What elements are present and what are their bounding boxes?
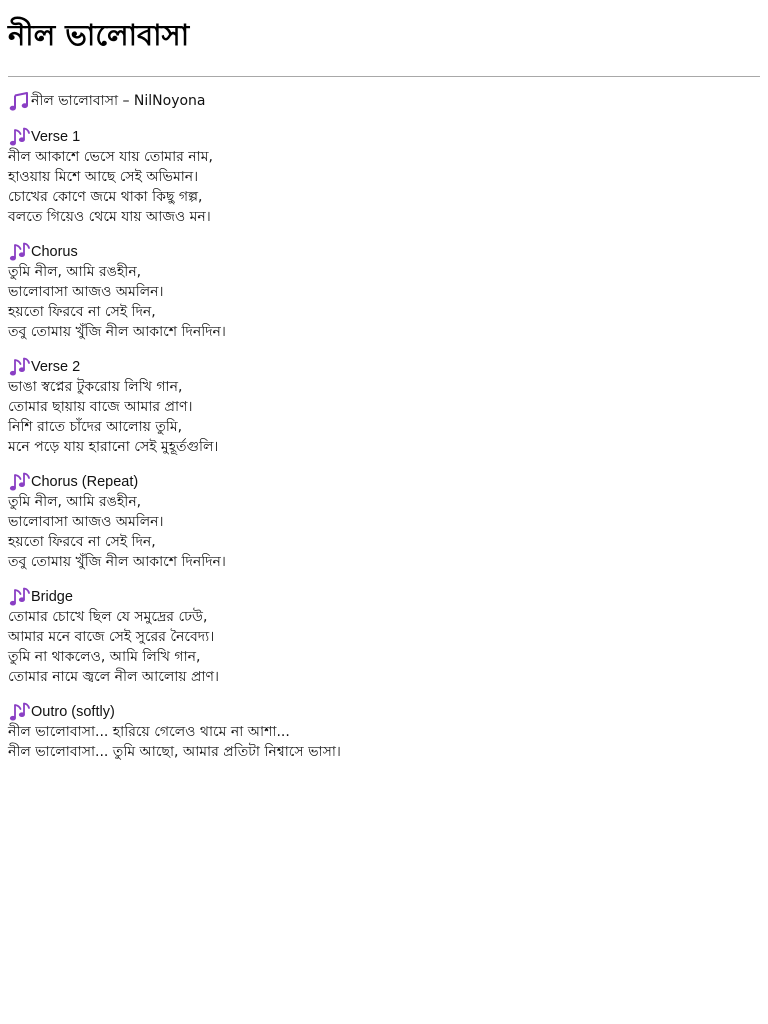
page-title: নীল ভালোবাসা: [8, 18, 190, 52]
lyrics-section-1: [8, 127, 760, 227]
lyric-line: তুমি না থাকলেও, আমি লিখি গান,: [8, 649, 201, 665]
title-divider: [8, 76, 760, 77]
lyrics-section-3: [8, 357, 760, 457]
lyric-lines: [8, 377, 760, 457]
music-notes-icon: [8, 586, 30, 608]
lyric-line: চোখের কোণে জমে থাকা কিছু গল্প,: [8, 189, 203, 205]
music-notes-icon: [8, 701, 30, 723]
lyrics-section-4: [8, 472, 760, 572]
lyric-line: হাওয়ায় মিশে আছে সেই অভিমান।: [8, 169, 199, 185]
music-notes-icon: [8, 126, 30, 148]
section-label: Chorus (Repeat): [31, 474, 139, 490]
section-label: Chorus: [31, 244, 78, 260]
lyric-line: বলতে গিয়েও থেমে যায় আজও মন।: [8, 209, 211, 225]
music-notes-icon: [8, 356, 30, 378]
lyrics-section-2: [8, 242, 760, 342]
song-subtitle: [8, 90, 760, 112]
section-label: Outro (softly): [31, 704, 115, 720]
section-label: Verse 1: [31, 129, 81, 145]
lyric-line: নীল আকাশে ভেসে যায় তোমার নাম,: [8, 149, 213, 165]
lyric-lines: [8, 147, 760, 227]
section-heading: [8, 357, 760, 377]
section-heading: [8, 702, 760, 722]
lyric-line: তোমার নামে জ্বলে নীল আলোয় প্রাণ।: [8, 669, 219, 685]
music-notes-icon: [8, 241, 30, 263]
lyrics-sections: [8, 127, 760, 762]
section-label: Verse 2: [31, 359, 81, 375]
lyric-line: তুমি নীল, আমি রঙহীন,: [8, 264, 142, 280]
lyric-line: তবু তোমায় খুঁজি নীল আকাশে দিনদিন।: [8, 324, 226, 340]
music-notes-icon: [8, 471, 30, 493]
subtitle-text: নীল ভালোবাসা – NilNoyona: [31, 93, 206, 109]
lyric-line: তবু তোমায় খুঁজি নীল আকাশে দিনদিন।: [8, 554, 226, 570]
lyric-lines: [8, 492, 760, 572]
lyric-line: তোমার চোখে ছিল যে সমুদ্রের ঢেউ,: [8, 609, 208, 625]
lyric-lines: [8, 607, 760, 687]
lyric-line: ভালোবাসা আজও অমলিন।: [8, 514, 164, 530]
lyrics-section-5: [8, 587, 760, 687]
music-note-icon: [8, 90, 30, 112]
section-heading: [8, 472, 760, 492]
lyric-line: ভাঙা স্বপ্নের টুকরোয় লিখি গান,: [8, 379, 183, 395]
lyric-line: নিশি রাতে চাঁদের আলোয় তুমি,: [8, 419, 183, 435]
lyric-line: নীল ভালোবাসা... হারিয়ে গেলেও থামে না আশা...: [8, 724, 290, 740]
lyric-line: আমার মনে বাজে সেই সুরের নৈবেদ্য।: [8, 629, 215, 645]
lyric-line: তোমার ছায়ায় বাজে আমার প্রাণ।: [8, 399, 193, 415]
lyric-line: তুমি নীল, আমি রঙহীন,: [8, 494, 142, 510]
lyric-line: মনে পড়ে যায় হারানো সেই মুহূর্তগুলি।: [8, 439, 219, 455]
lyric-lines: [8, 722, 760, 762]
lyric-line: হয়তো ফিরবে না সেই দিন,: [8, 534, 156, 550]
section-heading: [8, 587, 760, 607]
lyric-line: হয়তো ফিরবে না সেই দিন,: [8, 304, 156, 320]
section-label: Bridge: [31, 589, 73, 605]
lyric-line: নীল ভালোবাসা... তুমি আছো, আমার প্রতিটা নিশ্বাসে ভাসা।: [8, 744, 341, 760]
lyric-lines: [8, 262, 760, 342]
section-heading: [8, 242, 760, 262]
lyric-line: ভালোবাসা আজও অমলিন।: [8, 284, 164, 300]
section-heading: [8, 127, 760, 147]
lyrics-section-6: [8, 702, 760, 762]
